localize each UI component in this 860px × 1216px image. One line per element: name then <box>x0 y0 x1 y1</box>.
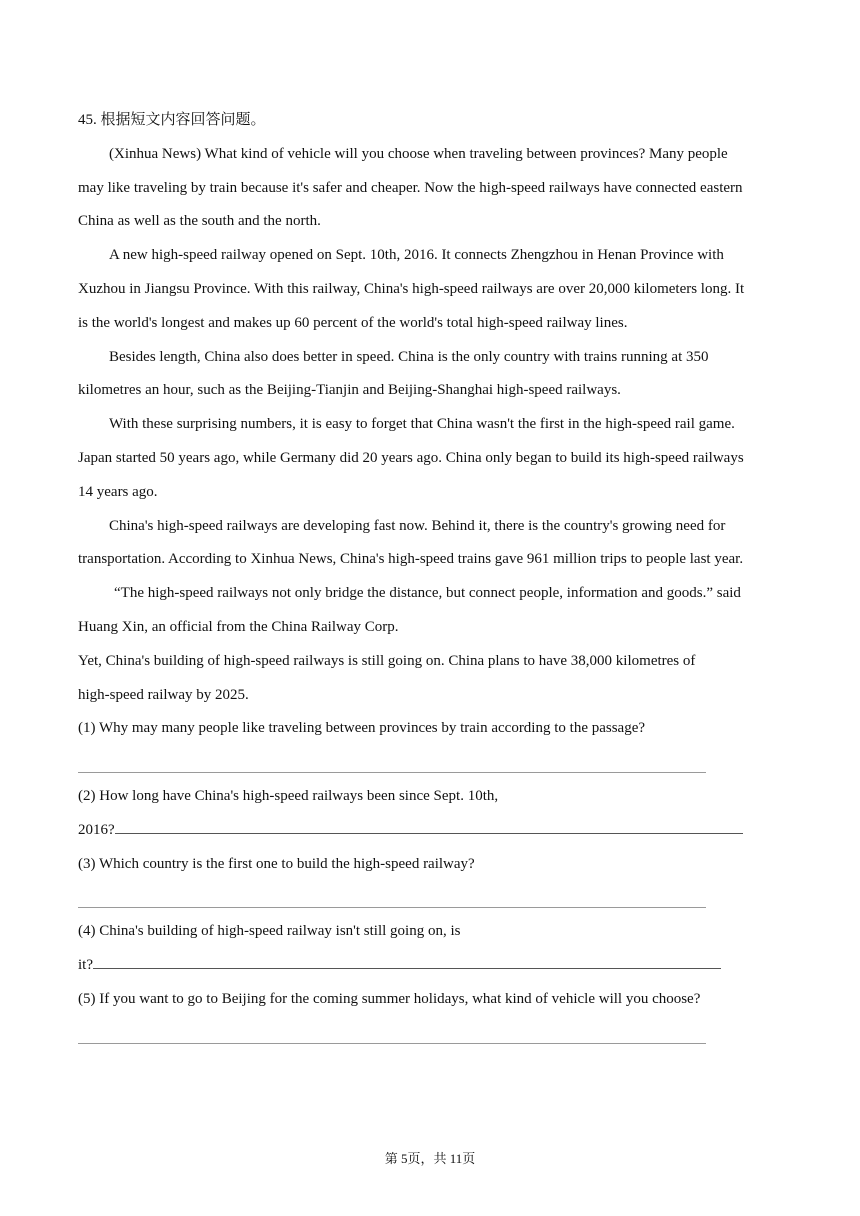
question-5: (5) If you want to go to Beijing for the coming summer holidays, what kind of vehicle will you choose? <box>78 990 701 1007</box>
question-4-continued <box>78 949 786 983</box>
answer-line-3[interactable] <box>78 881 786 915</box>
answer-line-4[interactable] <box>93 954 721 969</box>
passage-line: kilometres an hour, such as the Beijing-Tianjin and Beijing-Shanghai high-speed railways. <box>78 382 621 399</box>
passage-line: 14 years ago. <box>78 483 158 500</box>
passage-line: may like traveling by train because it's safer and cheaper. Now the high-speed railways have connected eastern <box>78 179 743 196</box>
passage-line: (Xinhua News) What kind of vehicle will you choose when traveling between provinces? Many people <box>109 145 728 162</box>
question-1: (1) Why may many people like traveling between provinces by train according to the passage? <box>78 720 646 737</box>
passage-line: Xuzhou in Jiangsu Province. With this railway, China's high-speed railways are over 20,000 kilometers long. It <box>78 280 745 297</box>
question-3: (3) Which country is the first one to build the high-speed railway? <box>78 855 475 872</box>
answer-line-2[interactable] <box>115 819 743 834</box>
question-heading: 45. 根据短文内容回答问题。 <box>78 112 266 128</box>
passage-line: “The high-speed railways not only bridge the distance, but connect people, information and goods.” said <box>114 585 741 602</box>
page-footer: 第 5页，共 11页 <box>384 1151 476 1166</box>
passage-line: transportation. According to Xinhua News, China's high-speed trains gave 961 million trips to people last year. <box>78 551 744 568</box>
passage-line: With these surprising numbers, it is easy to forget that China wasn't the first in the high-speed rail game. <box>109 416 735 433</box>
passage-line: China as well as the south and the north. <box>78 213 321 230</box>
passage-line: Japan started 50 years ago, while Germany did 20 years ago. China only began to build its high-speed railways <box>78 449 744 466</box>
answer-line-5[interactable] <box>78 1017 786 1051</box>
passage-line: A new high-speed railway opened on Sept. 10th, 2016. It connects Zhengzhou in Henan Province with <box>109 247 724 264</box>
question-2: (2) How long have China's high-speed railways been since Sept. 10th, <box>78 787 499 804</box>
passage-line: is the world's longest and makes up 60 percent of the world's total high-speed railway lines. <box>78 314 628 331</box>
question-2-tail: 2016? <box>78 821 115 838</box>
question-2-continued <box>78 814 786 848</box>
answer-line-1[interactable] <box>78 746 786 780</box>
question-4: (4) China's building of high-speed railway isn't still going on, is <box>78 923 461 940</box>
passage-line: Besides length, China also does better in speed. China is the only country with trains running at 350 <box>109 348 709 365</box>
document-page <box>78 104 786 1050</box>
passage-line: Huang Xin, an official from the China Railway Corp. <box>78 618 399 635</box>
passage-line: Yet, China's building of high-speed railways is still going on. China plans to have 38,000 kilometres of <box>78 652 696 669</box>
passage-line: China's high-speed railways are developing fast now. Behind it, there is the country's growing need for <box>109 517 726 534</box>
question-4-tail: it? <box>78 956 93 973</box>
passage-line: high-speed railway by 2025. <box>78 686 249 703</box>
